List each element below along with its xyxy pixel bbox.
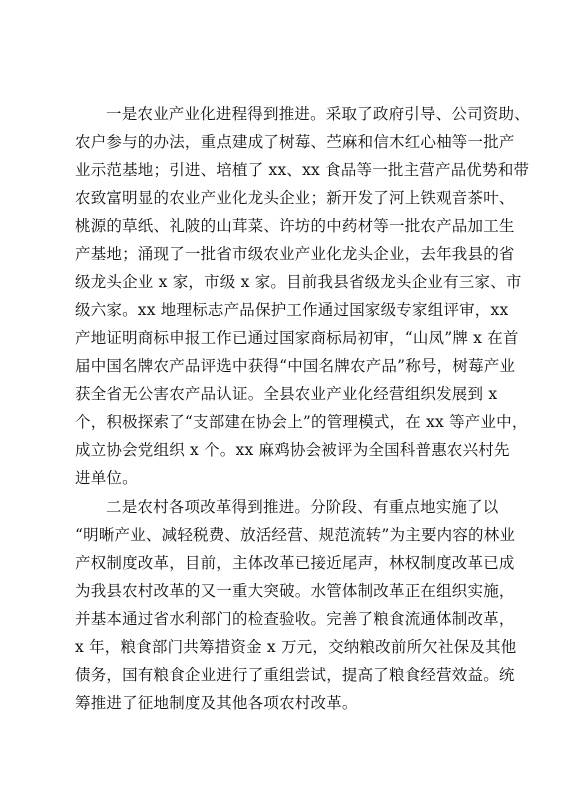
- paragraph-line: 二是农村各项改革得到推进。分阶段、有重点地实施了以: [106, 498, 499, 516]
- paragraph-line: 级龙头企业 x 家，市级 x 家。目前我县省级龙头企业有三家、市: [75, 273, 522, 291]
- paragraph-line: 产权制度改革，目前，主体改革已接近尾声，林权制度改革已成: [75, 554, 515, 572]
- paragraph-line: 产地证明商标申报工作已通过国家商标局初审，“山凤”牌 x 在首: [75, 329, 519, 347]
- paragraph-line: 产基地；涌现了一批省市级农业产业化龙头企业，去年我县的省: [75, 245, 515, 263]
- paragraph-line: 桃源的草纸、礼陂的山茸菜、许坊的中药材等一批农产品加工生: [75, 217, 515, 235]
- paragraph-line: 个，积极探索了“支部建在协会上”的管理模式，在 xx 等产业中，: [75, 413, 528, 431]
- paragraph-line: 届中国名牌农产品评选中获得“中国名牌农产品”称号，树莓产业: [75, 357, 516, 375]
- paragraph-line: 债务，国有粮食企业进行了重组尝试，提高了粮食经营效益。统: [75, 666, 515, 684]
- paragraph-line: 级六家。xx 地理标志产品保护工作通过国家级专家组评审，xx: [75, 301, 509, 319]
- paragraph-line: “明晰产业、减轻税费、放活经营、规范流转”为主要内容的林业: [75, 526, 516, 544]
- paragraph-line: 业示范基地；引进、培植了 xx、xx 食品等一批主营产品优势和带: [75, 161, 530, 179]
- paragraph-line: 并基本通过省水利部门的检查验收。完善了粮食流通体制改革，: [75, 610, 515, 628]
- paragraph-line: 筹推进了征地制度及其他各项农村改革。: [75, 694, 358, 712]
- paragraph-line: 农致富明显的农业产业化龙头企业；新开发了河上铁观音茶叶、: [75, 189, 515, 207]
- paragraph-line: 为我县农村改革的又一重大突破。水管体制改革正在组织实施，: [75, 582, 515, 600]
- paragraph-line: 一是农业产业化进程得到推进。采取了政府引导、公司资助、: [106, 105, 530, 123]
- paragraph-line: 进单位。: [75, 469, 138, 487]
- paragraph-rural-reform: [75, 493, 515, 717]
- paragraph-line: 农户参与的办法，重点建成了树莓、苎麻和信木红心柚等一批产: [75, 133, 515, 151]
- paragraph-line: 成立协会党组织 x 个。xx 麻鸡协会被评为全国科普惠农兴村先: [75, 441, 510, 459]
- paragraph-line: 获全省无公害农产品认证。全县农业产业化经营组织发展到 x: [75, 385, 498, 403]
- paragraph-line: x 年，粮食部门共筹措资金 x 万元，交纳粮改前所欠社保及其他: [75, 638, 517, 656]
- paragraph-agri-industrialization: [75, 100, 530, 492]
